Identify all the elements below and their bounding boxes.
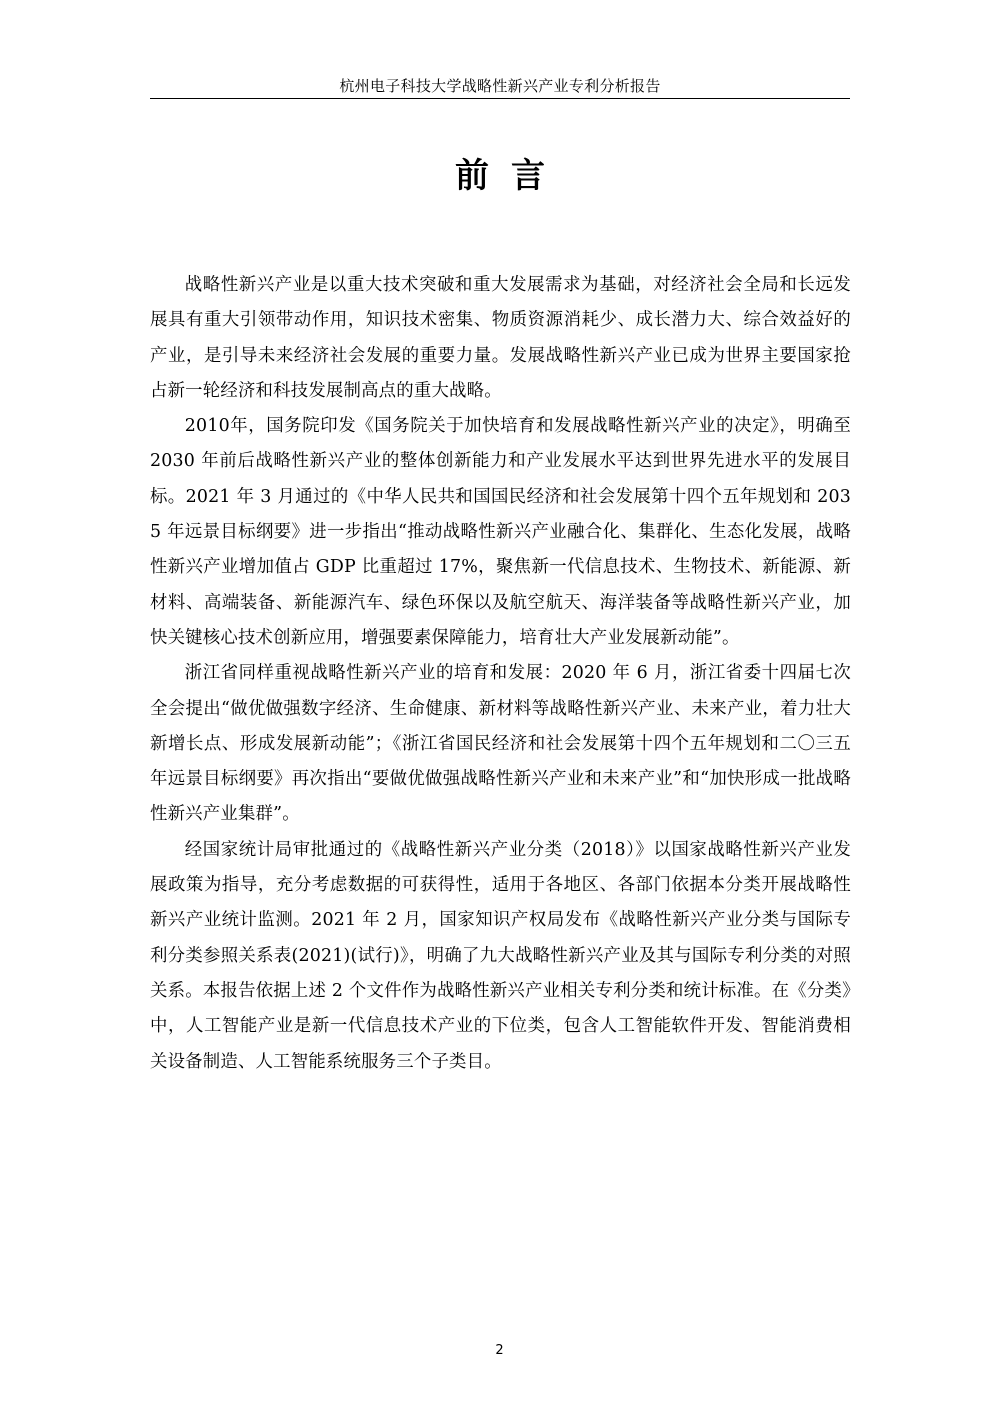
paragraph-1: 战略性新兴产业是以重大技术突破和重大发展需求为基础，对经济社会全局和长远发展具有重大引领带动作用，知识技术密集、物质资源消耗少、成长潜力大、综合效益好的产业，是引导未来经济社会发展的重要力量。发展战略性新兴产业已成为世界主要国家抢占新一轮经济和科技发展制高点的重大战略。 (150, 275, 851, 401)
paragraph-3: 浙江省同样重视战略性新兴产业的培育和发展：2020 年 6 月，浙江省委十四届七次全会提出“做优做强数字经济、生命健康、新材料等战略性新兴产业、未来产业，着力壮大新增长点、形成发展新动能”；《浙江省国民经济和社会发展第十四个五年规划和二〇三五年远景目标纲要》再次指出“要做优做强战略性新兴产业和未来产业”和“加快形成一批战略性新兴产业集群”。 (150, 663, 851, 825)
paragraph-2: 2010年，国务院印发《国务院关于加快培育和发展战略性新兴产业的决定》，明确至 2030 年前后战略性新兴产业的整体创新能力和产业发展水平达到世界先进水平的发展目标。2021 年 3 月通过的《中华人民共和国国民经济和社会发展第十四个五年规划和 2035 年远景目标纲要》进一步指出“推动战略性新兴产业融合化、集群化、生态化发展，战略性新兴产业增加值占 GDP 比重超过 17%，聚焦新一代信息技术、生物技术、新能源、新材料、高端装备、新能源汽车、绿色环保以及航空航天、海洋装备等战略性新兴产业，加快关键核心技术创新应用，增强要素保障能力，培育壮大产业发展新动能”。 (150, 416, 851, 648)
page-title: 前言 (455, 156, 567, 196)
body-text (150, 268, 851, 1080)
paragraph-4: 经国家统计局审批通过的《战略性新兴产业分类（2018）》以国家战略性新兴产业发展政策为指导，充分考虑数据的可获得性，适用于各地区、各部门依据本分类开展战略性新兴产业统计监测。2021 年 2 月，国家知识产权局发布《战略性新兴产业分类与国际专利分类参照关系表(2021)(试行)》，明确了九大战略性新兴产业及其与国际专利分类的对照关系。本报告依据上述 2 个文件作为战略性新兴产业相关专利分类和统计标准。在《分类》中，人工智能产业是新一代信息技术产业的下位类，包含人工智能软件开发、智能消费相关设备制造、人工智能系统服务三个子类目。 (150, 839, 851, 1072)
header-rule (150, 98, 850, 99)
running-header: 杭州电子科技大学战略性新兴产业专利分析报告 (339, 77, 661, 95)
page-number: 2 (495, 1343, 504, 1358)
